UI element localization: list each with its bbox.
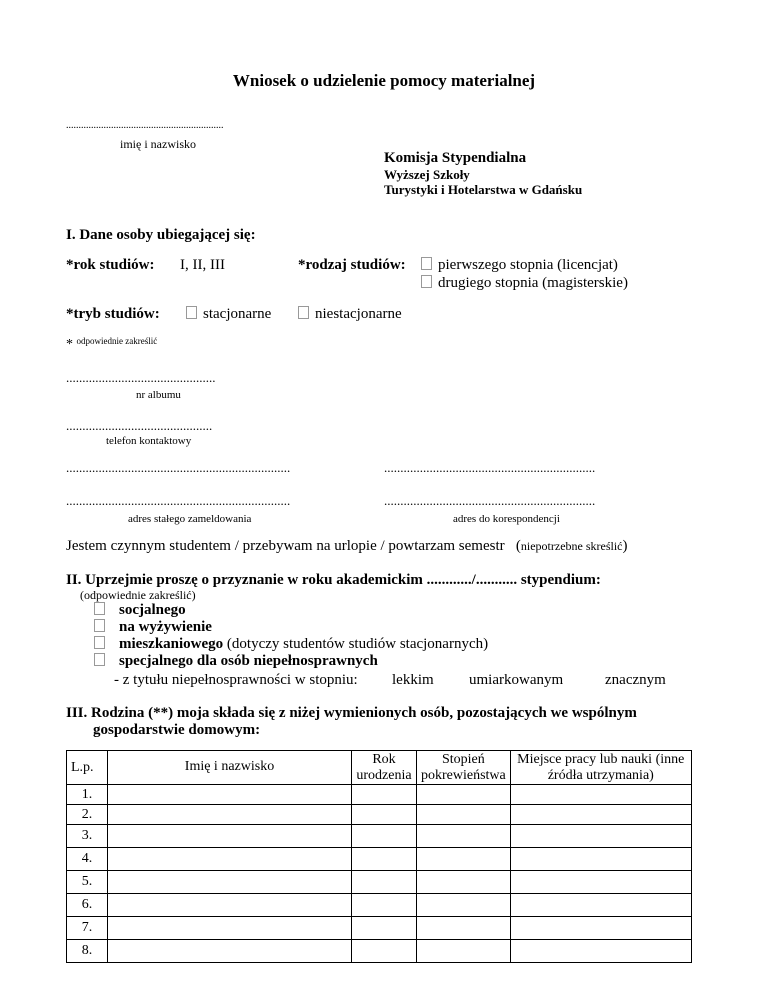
checkbox-icon[interactable] <box>298 306 309 319</box>
option-social[interactable]: socjalnego <box>94 602 186 619</box>
disability-prefix: - z tytułu niepełnosprawności w stopniu: <box>114 672 358 688</box>
checkbox-icon[interactable] <box>186 306 197 319</box>
section-2-note: (odpowiednie zakreślić) <box>80 588 196 602</box>
address-dotted-line-1: ..................................................................... <box>66 460 291 475</box>
address-label: adres stałego zameldowania <box>128 513 252 525</box>
kind-label: *rodzaj studiów: <box>298 257 406 273</box>
option-special[interactable]: specjalnego dla osób niepełnosprawnych <box>94 653 378 670</box>
table-header-row <box>67 751 692 785</box>
kind-option-first-degree[interactable]: pierwszego stopnia (licencjat) <box>421 257 618 274</box>
checkbox-icon[interactable] <box>94 653 105 666</box>
address-dotted-line-2: ..................................................................... <box>66 493 291 508</box>
table-row: 7. <box>67 917 692 940</box>
mode-option-stationary[interactable]: stacjonarne <box>186 306 271 323</box>
school-line-2: Turystyki i Hotelarstwa w Gdańsku <box>384 182 583 197</box>
mode-option-nonstationary[interactable]: niestacjonarne <box>298 306 402 323</box>
degree-mild[interactable]: lekkim <box>392 672 434 688</box>
kind-option-second-degree[interactable]: drugiego stopnia (magisterskie) <box>421 275 628 292</box>
checkbox-icon[interactable] <box>421 257 432 270</box>
checkbox-icon[interactable] <box>94 602 105 615</box>
year-label: *rok studiów: <box>66 257 155 273</box>
section-1-heading: I. Dane osoby ubiegającej się: <box>66 227 256 243</box>
page-title: Wniosek o udzielenie pomocy materialnej <box>232 71 536 90</box>
correspondence-dotted-line-2: ................................................................. <box>384 493 596 508</box>
phone-dotted-line: ............................................. <box>66 418 213 433</box>
name-label: imię i nazwisko <box>120 137 196 151</box>
school-line-1: Wyższej Szkoły <box>384 167 470 182</box>
family-table <box>66 750 692 963</box>
checkbox-icon[interactable] <box>421 275 432 288</box>
col-work: Miejsce pracy lub nauki (inne źródła utrzymania) <box>510 751 691 785</box>
year-options[interactable]: I, II, III <box>180 257 225 273</box>
table-row: 4. <box>67 848 692 871</box>
table-row: 6. <box>67 894 692 917</box>
correspondence-label: adres do korespondencji <box>453 513 560 525</box>
col-birth-year: Rok urodzenia <box>352 751 417 785</box>
student-status-line: Jestem czynnym studentem / przebywam na urlopie / powtarzam semestr (niepotrzebne skreślić) <box>66 538 628 554</box>
degree-moderate[interactable]: umiarkowanym <box>469 672 564 688</box>
mode-label: *tryb studiów: <box>66 306 160 322</box>
section-2-heading: II. Uprzejmie proszę o przyznanie w roku akademickim ............/........... stypendium: <box>66 572 601 588</box>
table-row: 1. <box>67 785 692 805</box>
section-3-heading-line-2: gospodarstwie domowym: <box>93 722 261 738</box>
col-lp: L.p. <box>67 751 108 785</box>
table-row: 3. <box>67 825 692 848</box>
col-name: Imię i nazwisko <box>108 751 352 785</box>
correspondence-dotted-line-1: ................................................................. <box>384 460 596 475</box>
section-3-heading-line-1: III. Rodzina (**) moja składa się z niżej wymienionych osób, pozostających we wspólnym <box>66 705 637 721</box>
album-dotted-line: .............................................. <box>66 370 216 385</box>
name-dotted-line: ............................................................... <box>66 120 224 131</box>
committee-name: Komisja Stypendialna <box>384 150 527 166</box>
option-food[interactable]: na wyżywienie <box>94 619 212 636</box>
footnote: * $^{odpowiednie zakreślić}$ <box>66 336 158 352</box>
option-housing[interactable]: mieszkaniowego (dotyczy studentów studiów stacjonarnych) <box>94 636 488 653</box>
degree-severe[interactable]: znacznym <box>605 672 666 688</box>
table-row: 2. <box>67 805 692 825</box>
col-relation: Stopień pokrewieństwa <box>417 751 511 785</box>
table-row: 5. <box>67 871 692 894</box>
checkbox-icon[interactable] <box>94 619 105 632</box>
table-row: 8. <box>67 940 692 963</box>
album-label: nr albumu <box>136 389 181 401</box>
phone-label: telefon kontaktowy <box>106 435 192 447</box>
checkbox-icon[interactable] <box>94 636 105 649</box>
